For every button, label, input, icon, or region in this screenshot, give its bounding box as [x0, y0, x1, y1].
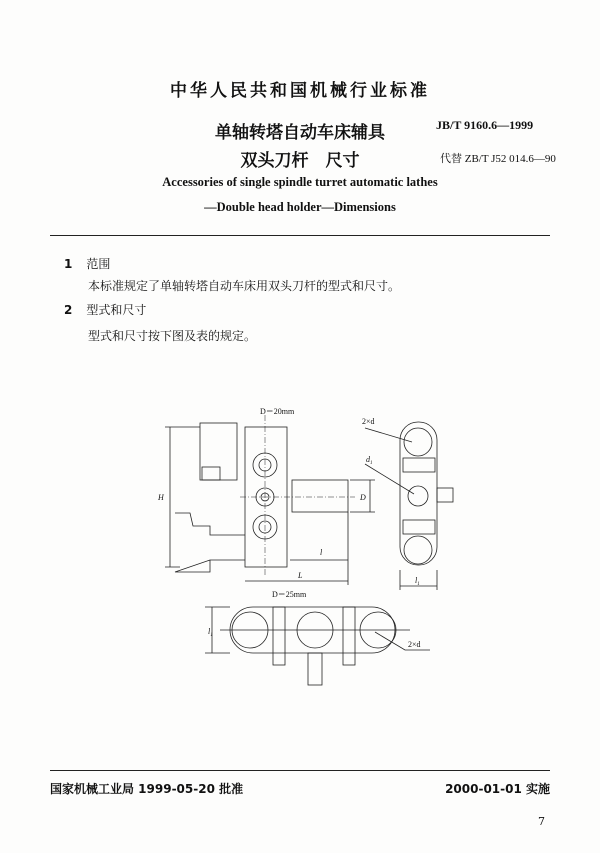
- header-divider: [50, 235, 550, 236]
- side-view: [362, 417, 453, 590]
- dim-L-label: L: [298, 571, 303, 580]
- title-en-line2: —Double head holder—Dimensions: [204, 200, 396, 214]
- standard-category-header: 中华人民共和国机械行业标准: [170, 81, 430, 101]
- section-1-body: 本标准规定了单轴转塔自动车床用双头刀杆的型式和尺寸。: [88, 279, 401, 293]
- approval-note: 国家机械工业局 1999-05-20 批准: [50, 782, 244, 796]
- title-cn-line1: 单轴转塔自动车床辅具: [215, 123, 385, 143]
- title-en-line1: Accessories of single spindle turret automatic lathes: [162, 175, 438, 189]
- label-l1-side: $l_1$: [415, 576, 420, 587]
- label-2xd-side: 2×d: [362, 417, 375, 426]
- section-2-body: 型式和尺寸按下图及表的规定。: [88, 329, 257, 343]
- dim-H-label: H: [158, 493, 164, 502]
- section-1-heading: 1 范围: [64, 257, 111, 271]
- label-d1: $d_1$: [366, 455, 373, 466]
- label-d25: D＝25mm: [272, 590, 307, 599]
- title-cn-line2: 双头刀杆 尺寸: [240, 151, 360, 171]
- dim-D-label: D: [360, 493, 366, 502]
- page-number: 7: [538, 815, 545, 828]
- standard-number: JB/T 9160.6—1999: [436, 118, 534, 132]
- label-2xd-bottom: 2×d: [408, 640, 421, 649]
- footer-divider: [50, 770, 550, 771]
- section-2-heading: 2 型式和尺寸: [64, 303, 147, 317]
- label-d20: D＝20mm: [260, 407, 295, 416]
- effective-date: 2000-01-01 实施: [445, 782, 550, 796]
- front-view: [157, 407, 375, 585]
- label-l1-bottom: $l_1$: [208, 627, 213, 638]
- replaces-note: 代替 ZB/T J52 014.6—90: [440, 153, 556, 165]
- double-head-holder-drawing: [150, 400, 470, 700]
- bottom-view: [205, 590, 430, 685]
- dim-l-label: l: [320, 548, 323, 557]
